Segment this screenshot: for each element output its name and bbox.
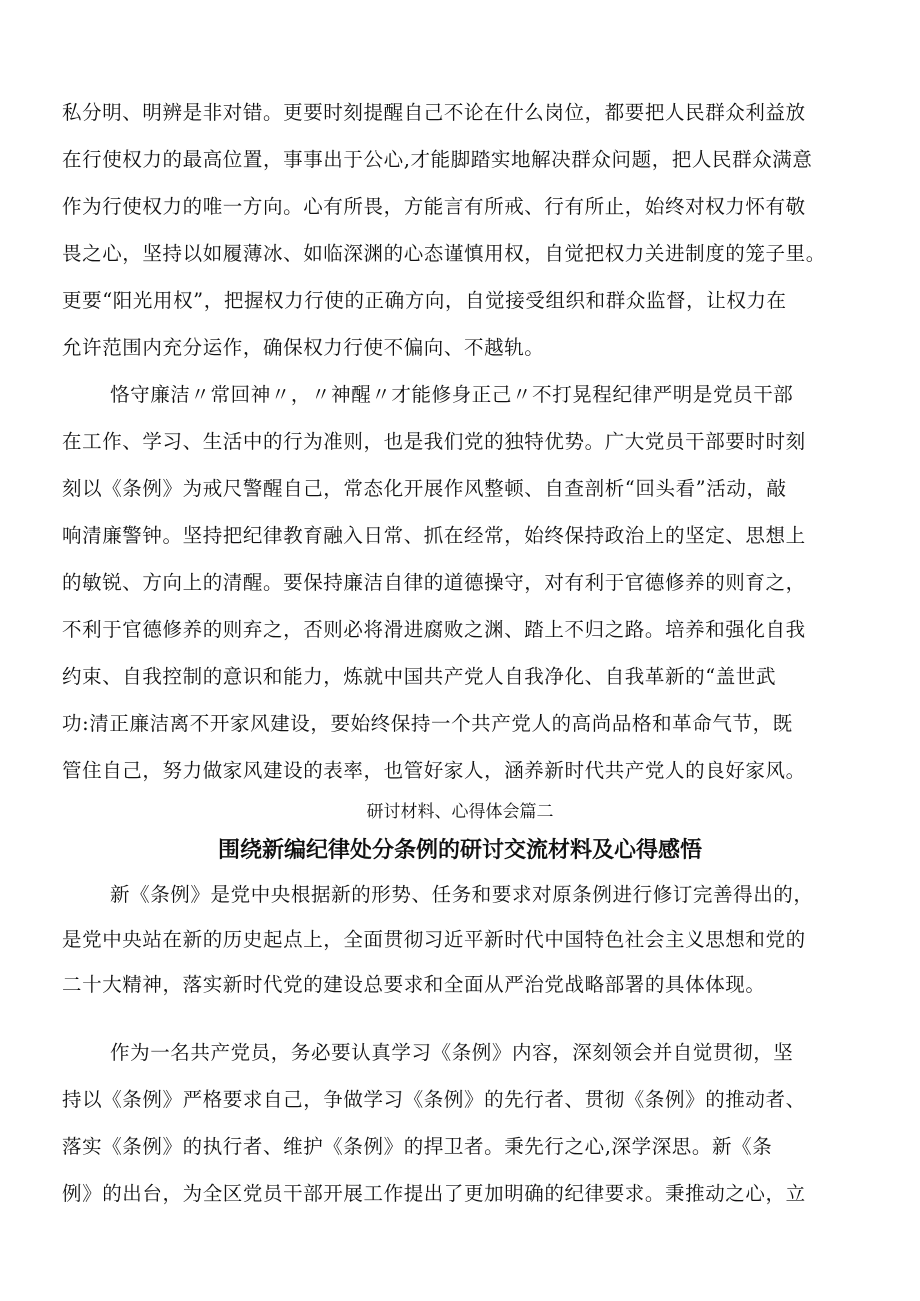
paragraph-line: 作为一名共产党员，务必要认真学习《条例》内容，深刻领会并自觉贯彻，坚: [110, 1041, 794, 1064]
paragraph-line: 持以《条例》严格要求自己，争做学习《条例》的先行者、贯彻《条例》的推动者、: [62, 1088, 806, 1111]
paragraph-line: 在行使权力的最高位置，事事出于公心,才能脚踏实地解决群众问题，把人民群众满意: [62, 148, 813, 171]
paragraph-line: 管住自己，努力做家风建设的表率，也管好家人，涵养新时代共产党人的良好家风。: [62, 759, 806, 782]
paragraph-line: 允许范围内充分运作，确保权力行使不偏向、不越轨。: [62, 336, 545, 359]
paragraph-line: 响清廉警钟。坚持把纪律教育融入日常、抓在经常，始终保持政治上的坚定、思想上: [62, 524, 806, 547]
paragraph-line: 恪守廉洁〃常回神〃，〃神醒〃才能修身正己〃不打晃程纪律严明是党员干部: [110, 383, 794, 406]
paragraph-line: 二十大精神，落实新时代党的建设总要求和全面从严治党战略部署的具体体现。: [62, 973, 766, 996]
article-title: 围绕新编纪律处分条例的研讨交流材料及心得感悟: [217, 838, 702, 863]
paragraph-line: 落实《条例》的执行者、维护《条例》的捍卫者。秉先行之心,深学深思。新《条: [62, 1135, 773, 1158]
paragraph-line: 更要“阳光用权”，把握权力行使的正确方向，自觉接受组织和群众监督，让权力在: [62, 289, 787, 312]
paragraph-line: 作为行使权力的唯一方向。心有所畏，方能言有所戒、行有所止，始终对权力怀有敬: [62, 195, 806, 218]
paragraph-line: 是党中央站在新的历史起点上，全面贯彻习近平新时代中国特色社会主义思想和党的: [62, 928, 806, 951]
paragraph-line: 功:清正廉洁离不开家风建设，要始终保持一个共产党人的高尚品格和革命气节，既: [62, 712, 793, 735]
paragraph-line: 刻以《条例》为戒尺警醒自己，常态化开展作风整顿、自查剖析“回头看”活动，敲: [62, 477, 787, 500]
paragraph-line: 在工作、学习、生活中的行为准则，也是我们党的独特优势。广大党员干部要时时刻: [62, 430, 806, 453]
paragraph-line: 私分明、明辨是非对错。更要时刻提醒自己不论在什么岗位，都要把人民群众利益放: [62, 101, 806, 124]
paragraph-line: 畏之心，坚持以如履薄冰、如临深渊的心态谨慎用权，自觉把权力关进制度的笼子里。: [62, 242, 826, 265]
section-subheading: 研讨材料、心得体会篇二: [366, 802, 554, 822]
paragraph-line: 的敏锐、方向上的清醒。要保持廉洁自律的道德操守，对有利于官德修养的则育之，: [62, 571, 806, 594]
paragraph-line: 约束、自我控制的意识和能力，炼就中国共产党人自我净化、自我革新的“盖世武: [62, 665, 777, 688]
paragraph-line: 不利于官德修养的则弃之，否则必将滑进腐败之渊、踏上不归之路。培养和强化自我: [62, 618, 806, 641]
paragraph-line: 例》的出台，为全区党员干部开展工作提出了更加明确的纪律要求。秉推动之心，立: [62, 1182, 806, 1205]
paragraph-line: 新《条例》是党中央根据新的形势、任务和要求对原条例进行修订完善得出的，: [110, 883, 814, 906]
